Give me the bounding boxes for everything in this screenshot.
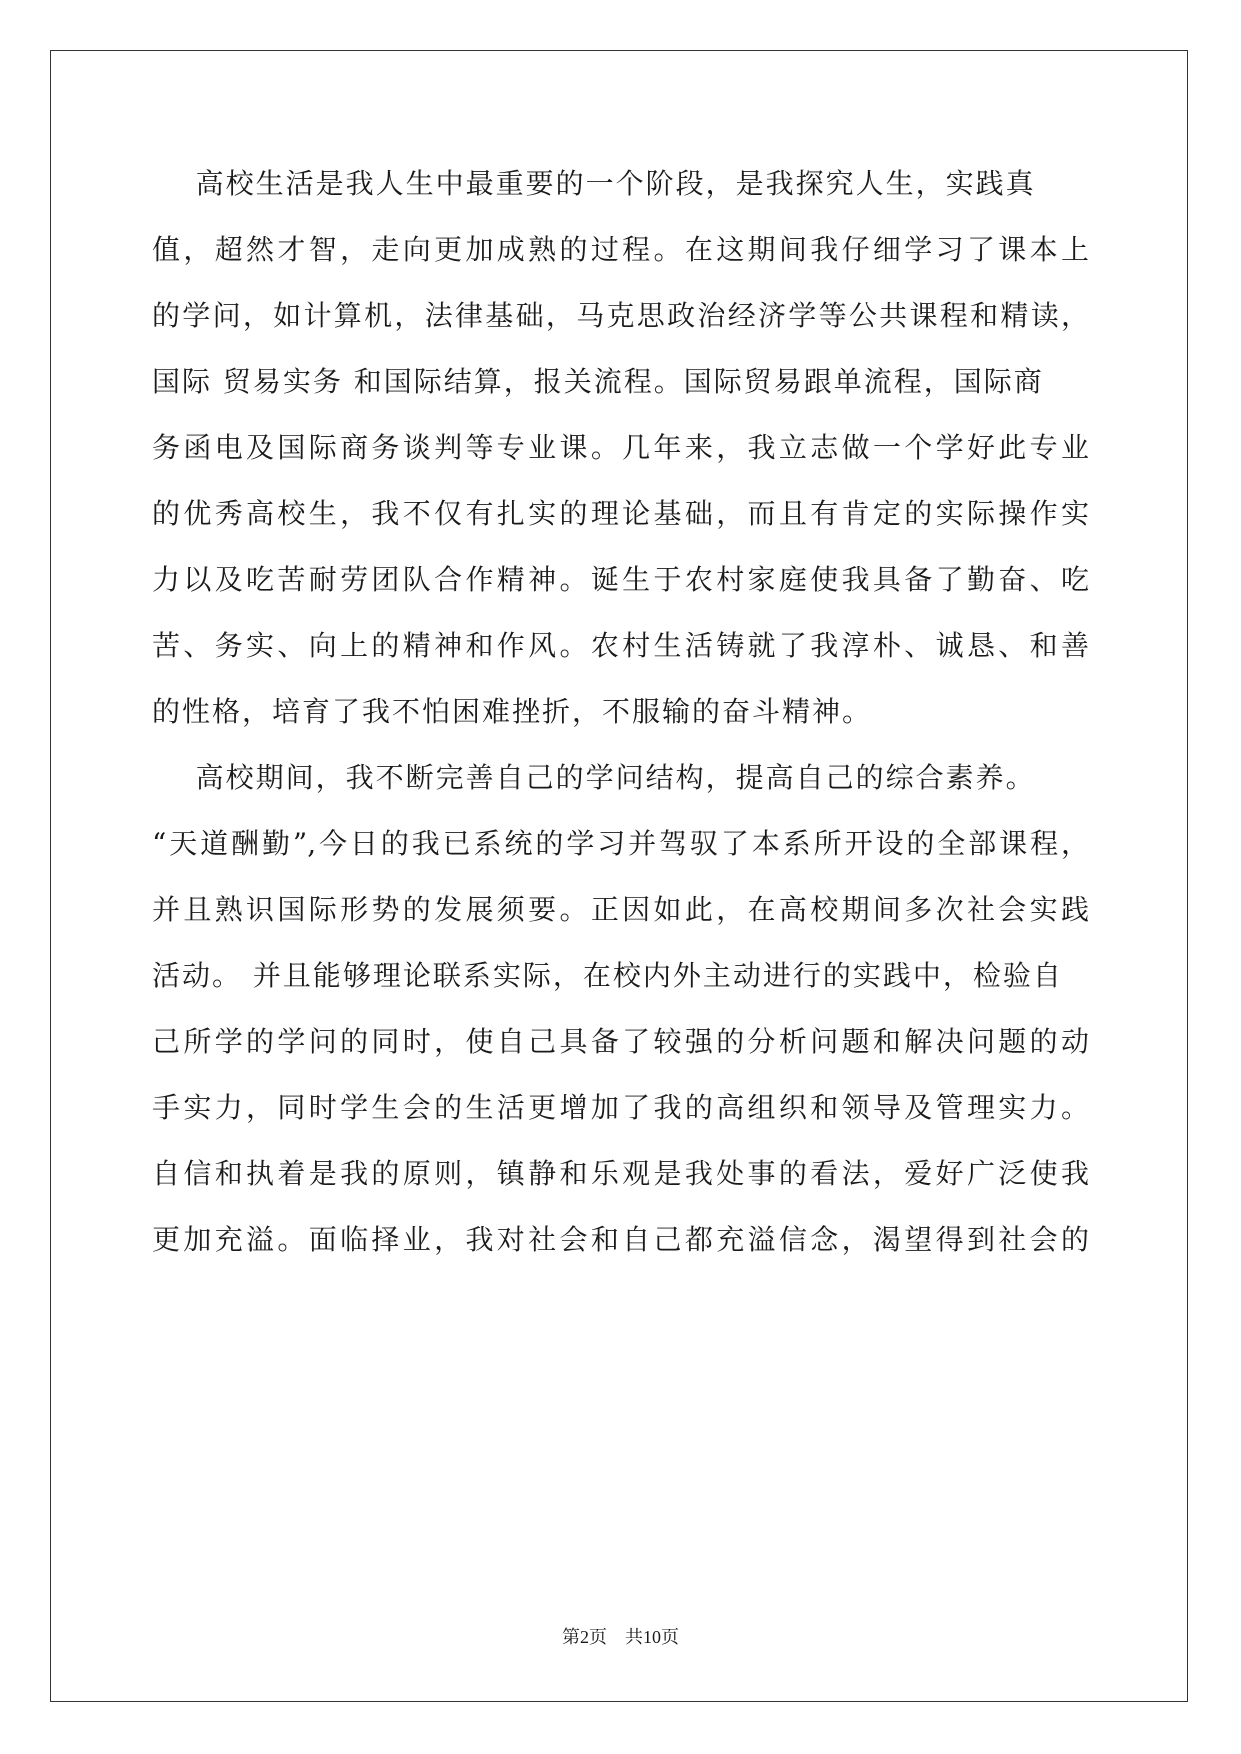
text-line: 高校生活是我人生中最重要的一个阶段，是我探究人生，实践真 xyxy=(152,167,1036,200)
text-line: 国际 贸易实务 和国际结算，报关流程。国际贸易跟单流程，国际商 xyxy=(152,365,1044,398)
text-line: 力以及吃苦耐劳团队合作精神。诞生于农村家庭使我具备了勤奋、吃 xyxy=(152,563,1089,596)
text-line: 的学问，如计算机，法律基础，马克思政治经济学等公共课程和精读， xyxy=(152,299,1089,332)
text-line: 值，超然才智，走向更加成熟的过程。在这期间我仔细学习了课本上 xyxy=(152,233,1089,266)
page-number-current: 第2页 xyxy=(562,1627,607,1647)
text-line: “天道酬勤”,今日的我已系统的学习并驾驭了本系所开设的全部课程， xyxy=(152,827,1089,860)
text-line: 更加充溢。面临择业，我对社会和自己都充溢信念，渴望得到社会的 xyxy=(152,1223,1089,1256)
text-line: 并且熟识国际形势的发展须要。正因如此，在高校期间多次社会实践 xyxy=(152,893,1089,926)
page-footer xyxy=(0,1625,1241,1649)
text-line: 自信和执着是我的原则，镇静和乐观是我处事的看法，爱好广泛使我 xyxy=(152,1157,1089,1190)
text-line: 务函电及国际商务谈判等专业课。几年来，我立志做一个学好此专业 xyxy=(152,431,1089,464)
text-line: 的性格，培育了我不怕困难挫折，不服输的奋斗精神。 xyxy=(152,695,873,728)
text-line: 高校期间，我不断完善自己的学问结构，提高自己的综合素养。 xyxy=(152,761,1036,794)
text-line: 己所学的学问的同时，使自己具备了较强的分析问题和解决问题的动 xyxy=(152,1025,1089,1058)
text-line: 活动。 并且能够理论联系实际，在校内外主动进行的实践中，检验自 xyxy=(152,959,1063,992)
page-number-total: 共10页 xyxy=(625,1627,679,1647)
text-line: 苦、务实、向上的精神和作风。农村生活铸就了我淳朴、诚恳、和善 xyxy=(152,629,1089,662)
text-line: 的优秀高校生，我不仅有扎实的理论基础，而且有肯定的实际操作实 xyxy=(152,497,1089,530)
text-line: 手实力，同时学生会的生活更增加了我的高组织和领导及管理实力。 xyxy=(152,1091,1089,1124)
